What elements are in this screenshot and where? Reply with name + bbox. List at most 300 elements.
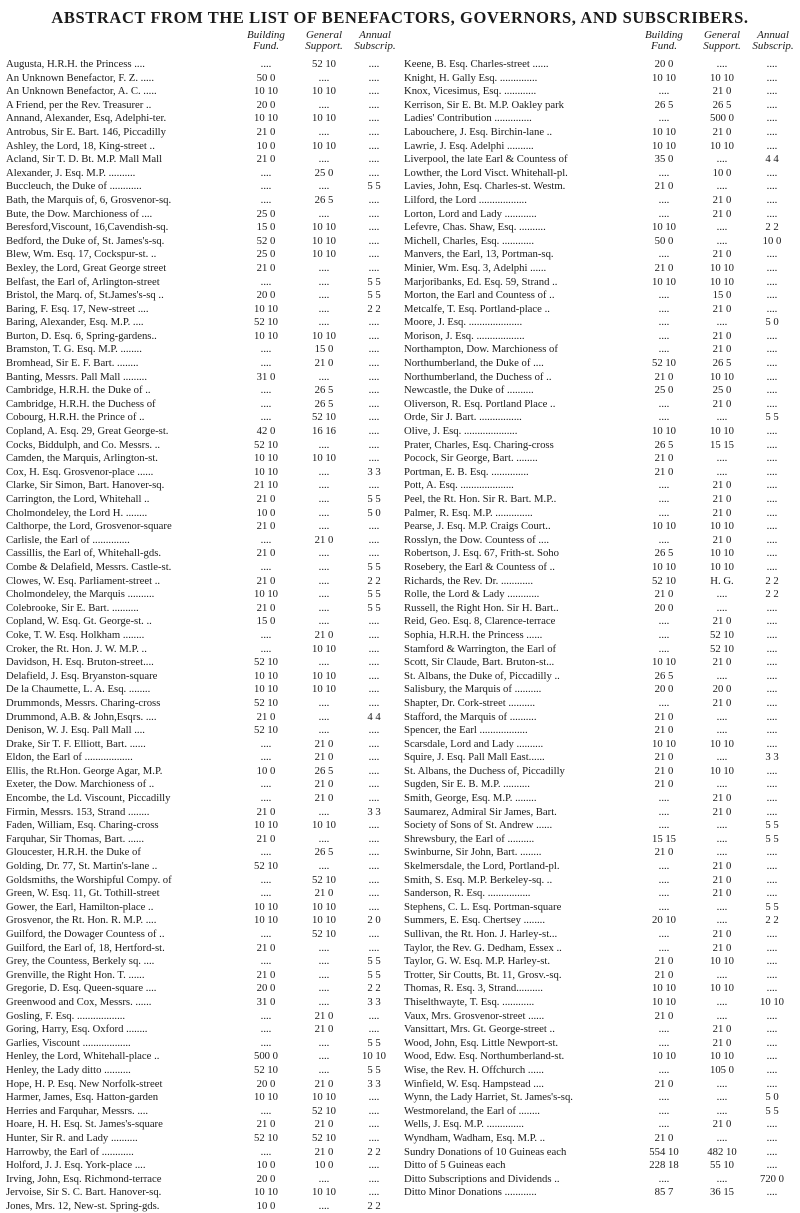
annual-subscription-amount: 5 5 [367,588,381,601]
annual-subscription-amount: .... [766,438,778,451]
annual-subscription-amount: .... [368,153,380,166]
building-fund-amount: .... [658,1118,670,1131]
general-support-amount: .... [716,710,728,723]
general-support-amount: .... [318,275,330,288]
list-item [6,1078,398,1092]
building-fund-amount: 10 10 [253,819,279,832]
building-fund-amount: 42 0 [256,425,276,438]
general-support-amount: .... [318,968,330,981]
general-support-amount: .... [318,520,330,533]
entry-name: Hunter, Sir R. and Lady .......... [6,1131,138,1144]
annual-subscription-amount: .... [368,1104,380,1117]
list-item [6,411,398,425]
list-item [404,112,796,126]
general-support-amount: 10 0 [712,166,732,179]
entry-name: Palmer, R. Esq. M.P. .............. [404,506,533,519]
entry-name: Annand, Alexander, Esq, Adelphi-ter. [6,112,167,125]
general-support-amount: .... [318,941,330,954]
building-fund-amount: .... [260,873,272,886]
building-fund-amount: .... [658,248,670,261]
entry-name: Henley, the Lord, Whitehall-place .. [6,1050,160,1063]
list-item [404,276,796,290]
building-fund-amount: 10 10 [253,1091,279,1104]
general-support-amount: 21 0 [314,737,334,750]
entry-name: Cambridge, H.R.H. the Duchess of [6,397,156,410]
building-fund-amount: 10 10 [253,588,279,601]
left-entries [6,58,398,1213]
annual-subscription-amount: 5 5 [765,1104,779,1117]
annual-subscription-amount: .... [368,819,380,832]
list-item [404,1010,796,1024]
general-support-amount: 10 10 [311,819,337,832]
list-item [6,357,398,371]
annual-subscription-amount: .... [766,71,778,84]
general-support-amount: 52 10 [311,411,337,424]
general-support-amount: 21 0 [712,506,732,519]
general-support-amount: 21 0 [712,805,732,818]
building-fund-amount: .... [260,1104,272,1117]
general-support-amount: 25 0 [712,384,732,397]
building-fund-amount: 21 0 [654,764,674,777]
entry-name: Orde, Sir J. Bart. ................ [404,411,522,424]
entry-name: Coke, T. W. Esq. Holkham ........ [6,628,145,641]
annual-subscription-amount: .... [766,737,778,750]
general-support-amount: .... [318,302,330,315]
general-support-amount: 500 0 [709,112,735,125]
list-item [6,58,398,72]
annual-subscription-amount: 5 5 [367,289,381,302]
list-item [6,384,398,398]
general-support-amount: .... [716,900,728,913]
list-item [404,955,796,969]
annual-subscription-header: Annual Subscrip. [752,29,794,52]
building-fund-amount: 52 10 [253,1063,279,1076]
list-item [404,1078,796,1092]
general-support-amount: .... [318,316,330,329]
entry-name: Smith, George, Esq. M.P. ........ [404,792,537,805]
annual-subscription-amount: .... [766,628,778,641]
general-support-amount: .... [716,601,728,614]
general-support-amount: 105 0 [709,1063,735,1076]
general-support-amount: 10 10 [709,139,735,152]
entry-name: De la Chaumette, L. A. Esq. ........ [6,683,151,696]
general-support-amount: .... [716,968,728,981]
general-support-amount: 21 0 [712,493,732,505]
building-fund-amount: 21 0 [256,968,276,981]
list-item [6,1186,398,1200]
annual-subscription-amount: .... [368,941,380,954]
building-fund-amount: .... [658,166,670,179]
annual-subscription-amount: .... [766,520,778,533]
entry-name: Ditto Minor Donations ............ [404,1186,537,1199]
entry-name: Herries and Farquhar, Messrs. .... [6,1104,149,1117]
annual-subscription-amount: .... [766,1186,778,1199]
right-entries [404,58,796,1200]
list-item [6,711,398,725]
entry-name: Northumberland, the Duke of .... [404,357,544,370]
entry-name: Bath, the Marquis of, 6, Grosvenor-sq. [6,193,172,206]
building-fund-amount: 21 0 [256,547,276,560]
building-fund-amount: 21 0 [654,261,674,274]
general-support-amount: 21 0 [712,397,732,410]
list-item [404,493,796,507]
list-item [6,316,398,330]
list-item [404,126,796,140]
annual-subscription-amount: 10 0 [762,234,782,247]
list-item [404,643,796,657]
general-support-amount: 15 0 [314,343,334,356]
general-support-amount: .... [716,465,728,478]
entry-name: Ashley, the Lord, 18, King-street .. [6,139,155,152]
building-fund-amount: .... [260,560,272,573]
general-support-amount: 21 0 [712,302,732,315]
building-fund-amount: .... [658,887,670,900]
general-support-amount: 10 10 [709,737,735,750]
building-fund-amount: .... [260,1009,272,1022]
list-item [404,860,796,874]
annual-subscription-amount: .... [766,928,778,940]
annual-subscription-amount: 4 4 [367,710,381,723]
list-item [6,547,398,561]
general-support-amount: .... [716,316,728,329]
general-support-amount: 10 10 [709,261,735,274]
list-item [404,140,796,154]
annual-subscription-amount: .... [368,316,380,329]
list-item [6,425,398,439]
building-fund-amount: 52 10 [253,860,279,873]
list-item [6,1200,398,1213]
entry-name: Manvers, the Earl, 13, Portman-sq. [404,248,554,261]
entry-name: Stafford, the Marquis of .......... [404,710,537,723]
entry-name: Metcalfe, T. Esq. Portland-place .. [404,302,550,315]
entry-name: Sophia, H.R.H. the Princess ...... [404,628,543,641]
list-item [6,1050,398,1064]
list-item [404,683,796,697]
building-fund-amount: 21 0 [654,724,674,737]
general-support-amount: 21 0 [712,85,732,98]
building-fund-amount: 21 0 [654,1131,674,1144]
right-column [404,30,796,1200]
general-support-amount: 21 0 [712,1036,732,1049]
entry-name: Lavies, John, Esq. Charles-st. Westm. [404,180,566,193]
building-fund-amount: 21 0 [256,805,276,818]
entry-name: Liverpool, the late Earl & Countess of [404,153,568,166]
general-support-amount: 21 0 [712,343,732,356]
building-fund-amount: 26 5 [654,438,674,451]
general-support-amount: .... [318,615,330,628]
annual-subscription-amount: .... [368,85,380,98]
entry-name: Harmer, James, Esq. Hatton-garden [6,1091,159,1104]
general-support-amount: .... [318,601,330,614]
list-item [404,221,796,235]
general-support-amount: 10 10 [311,452,337,465]
list-item [6,1159,398,1173]
annual-subscription-amount: 5 0 [367,506,381,519]
general-support-amount: 10 10 [709,275,735,288]
list-item [6,602,398,616]
entry-name: Rolle, the Lord & Lady ............ [404,588,540,601]
list-item [6,751,398,765]
entry-name: Jones, Mrs. 12, New-st. Spring-gds. [6,1199,160,1212]
general-support-amount: 10 10 [311,900,337,913]
annual-subscription-amount: .... [766,1009,778,1022]
list-item [6,792,398,806]
building-fund-amount: 20 0 [256,1077,276,1090]
annual-subscription-amount: .... [368,1118,380,1131]
entry-name: Drummond, A.B. & John,Esqrs. .... [6,710,157,723]
building-fund-amount: .... [658,506,670,519]
entry-name: Cocks, Biddulph, and Co. Messrs. .. [6,438,161,451]
building-fund-amount: 21 10 [253,479,279,492]
list-item [6,901,398,915]
general-support-amount: .... [716,153,728,166]
entry-name: Gregorie, D. Esq. Queen-square .... [6,982,157,995]
entry-name: Westmoreland, the Earl of ........ [404,1104,540,1117]
building-fund-amount: 10 10 [651,1050,677,1063]
entry-name: Peel, the Rt. Hon. Sir R. Bart. M.P.. [404,493,557,505]
entry-name: Camden, the Marquis, Arlington-st. [6,452,158,465]
building-fund-amount: 21 0 [654,1009,674,1022]
entry-name: Baring, F. Esq. 17, New-street .... [6,302,149,315]
building-fund-amount: 52 10 [253,656,279,669]
annual-subscription-amount: .... [766,1050,778,1063]
building-fund-amount: 10 0 [256,1199,276,1212]
building-fund-amount: 10 0 [256,764,276,777]
building-fund-amount: 26 5 [654,98,674,111]
list-item [6,1146,398,1160]
annual-subscription-amount: .... [766,289,778,302]
entry-name: Garlies, Viscount .................. [6,1036,131,1049]
building-fund-amount: 10 10 [253,329,279,342]
annual-subscription-amount: .... [766,58,778,70]
general-support-amount: .... [716,1077,728,1090]
annual-subscription-amount: .... [766,493,778,505]
annual-subscription-amount: 5 5 [367,275,381,288]
entry-name: A Friend, per the Rev. Treasurer .. [6,98,152,111]
building-fund-amount: 21 0 [256,153,276,166]
annual-subscription-amount: .... [766,955,778,968]
list-item [404,58,796,72]
annual-subscription-amount: .... [766,329,778,342]
list-item [6,235,398,249]
annual-subscription-amount: 3 3 [367,995,381,1008]
annual-subscription-amount: .... [368,764,380,777]
annual-subscription-amount: .... [766,166,778,179]
building-fund-amount: 10 10 [253,914,279,927]
list-item [6,479,398,493]
annual-subscription-amount: .... [368,329,380,342]
general-support-amount: .... [716,58,728,70]
entry-name: Hope, H. P. Esq. New Norfolk-street [6,1077,163,1090]
list-item [6,656,398,670]
annual-subscription-amount: .... [368,724,380,737]
entry-name: Guilford, the Dowager Countess of .. [6,928,165,940]
list-item [404,887,796,901]
annual-subscription-amount: .... [766,792,778,805]
general-support-amount: 52 10 [311,928,337,940]
list-item [404,180,796,194]
building-fund-amount: 21 0 [654,180,674,193]
entry-name: Knight, H. Gally Esq. .............. [404,71,538,84]
general-support-amount: H. G. [710,574,734,587]
annual-subscription-amount: .... [368,1172,380,1185]
entry-name: Wyndham, Wadham, Esq. M.P. .. [404,1131,546,1144]
entry-name: Beresford,Viscount, 16,Cavendish-sq. [6,221,169,234]
general-support-amount: 10 10 [709,560,735,573]
building-fund-amount: 21 0 [256,1118,276,1131]
general-support-amount: 21 0 [314,1009,334,1022]
building-fund-amount: .... [260,628,272,641]
general-support-amount: .... [318,1063,330,1076]
general-support-amount: 10 10 [311,1186,337,1199]
general-support-amount: .... [318,438,330,451]
annual-subscription-amount: 5 5 [367,601,381,614]
general-support-amount: 21 0 [712,860,732,873]
general-support-amount: .... [716,819,728,832]
building-fund-amount: 21 0 [256,710,276,723]
building-fund-amount: 228 18 [649,1159,679,1172]
list-item [404,248,796,262]
annual-subscription-amount: 3 3 [367,465,381,478]
list-item [6,982,398,996]
list-item [6,874,398,888]
list-item [6,466,398,480]
general-support-amount: 21 0 [712,941,732,954]
annual-subscription-amount: .... [368,737,380,750]
building-fund-amount: 10 10 [253,452,279,465]
general-support-amount: 26 5 [712,357,732,370]
building-fund-amount: .... [260,737,272,750]
entry-name: Farquhar, Sir Thomas, Bart. ...... [6,832,144,845]
annual-subscription-amount: 3 3 [367,1077,381,1090]
entry-name: An Unknown Benefactor, A. C. ..... [6,85,157,98]
building-fund-amount: 21 0 [654,968,674,981]
entry-name: Grey, the Countess, Berkely sq. .... [6,955,155,968]
entry-name: Skelmersdale, the Lord, Portland-pl. [404,860,560,873]
list-item [6,1037,398,1051]
building-fund-amount: 52 0 [256,234,276,247]
list-item [404,452,796,466]
entry-name: Cholmondeley, the Lord H. ........ [6,506,148,519]
annual-subscription-amount: .... [368,547,380,560]
building-fund-amount: .... [658,1023,670,1036]
general-support-amount: .... [716,995,728,1008]
entry-name: Banting, Messrs. Pall Mall ......... [6,370,148,383]
general-support-amount: .... [318,289,330,302]
building-fund-amount: 10 0 [256,139,276,152]
entry-name: Drake, Sir T. F. Elliott, Bart. ...... [6,737,146,750]
building-fund-amount: .... [260,343,272,356]
annual-subscription-amount: .... [766,683,778,696]
building-fund-amount: 10 10 [651,737,677,750]
general-support-amount: .... [716,914,728,927]
annual-subscription-amount: 2 2 [765,221,779,234]
building-fund-amount: 10 10 [651,275,677,288]
entry-name: Russell, the Right Hon. Sir H. Bart.. [404,601,559,614]
building-fund-amount: 85 7 [654,1186,674,1199]
list-item [404,942,796,956]
general-support-amount: 21 0 [712,193,732,206]
general-support-amount: 10 10 [709,764,735,777]
building-fund-amount: .... [260,887,272,900]
building-fund-amount: .... [658,289,670,302]
building-fund-amount: .... [658,615,670,628]
general-support-amount: .... [318,207,330,220]
annual-subscription-amount: .... [368,98,380,111]
general-support-amount: 10 10 [311,112,337,125]
list-item [6,887,398,901]
general-support-amount: 26 5 [314,764,334,777]
entry-name: Reid, Geo. Esq. 8, Clarence-terrace [404,615,556,628]
annual-subscription-amount: .... [766,547,778,560]
annual-subscription-amount: .... [368,860,380,873]
general-support-amount: 10 10 [311,1091,337,1104]
list-item [6,1173,398,1187]
list-item [404,792,796,806]
building-fund-amount: 20 0 [654,683,674,696]
entry-name: Winfield, W. Esq. Hampstead .... [404,1077,544,1090]
general-support-amount: 16 16 [311,425,337,438]
general-support-amount: 52 10 [311,58,337,70]
annual-subscription-amount: 5 5 [765,832,779,845]
annual-subscription-amount: .... [368,166,380,179]
annual-subscription-amount: 5 5 [367,493,381,505]
general-support-amount: 21 0 [712,887,732,900]
list-item [404,874,796,888]
annual-subscription-header: Annual Subscrip. [354,29,396,52]
entry-name: Guilford, the Earl of, 18, Hertford-st. [6,941,165,954]
annual-subscription-amount: .... [766,112,778,125]
annual-subscription-amount: .... [766,357,778,370]
annual-subscription-amount: 2 2 [367,574,381,587]
list-item [404,194,796,208]
annual-subscription-amount: .... [368,139,380,152]
list-item [6,194,398,208]
list-item [404,615,796,629]
general-support-amount: .... [318,1199,330,1212]
annual-subscription-amount: .... [766,846,778,859]
annual-subscription-amount: 2 0 [367,914,381,927]
list-item [6,140,398,154]
list-item [6,942,398,956]
annual-subscription-amount: .... [368,221,380,234]
entry-name: St. Albans, the Duke of, Piccadilly .. [404,669,560,682]
building-fund-amount: .... [260,642,272,655]
list-item [6,928,398,942]
building-fund-amount: .... [658,112,670,125]
general-support-amount: .... [318,153,330,166]
general-support-amount: 36 15 [709,1186,735,1199]
general-support-amount: 10 10 [311,85,337,98]
entry-name: Keene, B. Esq. Charles-street ...... [404,58,549,70]
entry-name: St. Albans, the Duchess of, Piccadilly [404,764,565,777]
annual-subscription-amount: .... [766,98,778,111]
general-support-amount: 21 0 [712,125,732,138]
annual-subscription-amount: 4 4 [765,153,779,166]
general-support-amount: .... [318,71,330,84]
entry-name: Shrewsbury, the Earl of .......... [404,832,535,845]
entry-name: Knox, Vicesimus, Esq. ............ [404,85,537,98]
building-fund-amount: 10 10 [651,560,677,573]
entry-name: Squire, J. Esq. Pall Mall East...... [404,751,545,764]
entry-name: Minier, Wm. Esq. 3, Adelphi ...... [404,261,547,274]
list-item [404,656,796,670]
building-fund-amount: 10 10 [651,139,677,152]
list-item [6,833,398,847]
annual-subscription-amount: 2 2 [367,1145,381,1158]
annual-subscription-amount: .... [766,397,778,410]
building-fund-amount: .... [658,533,670,546]
